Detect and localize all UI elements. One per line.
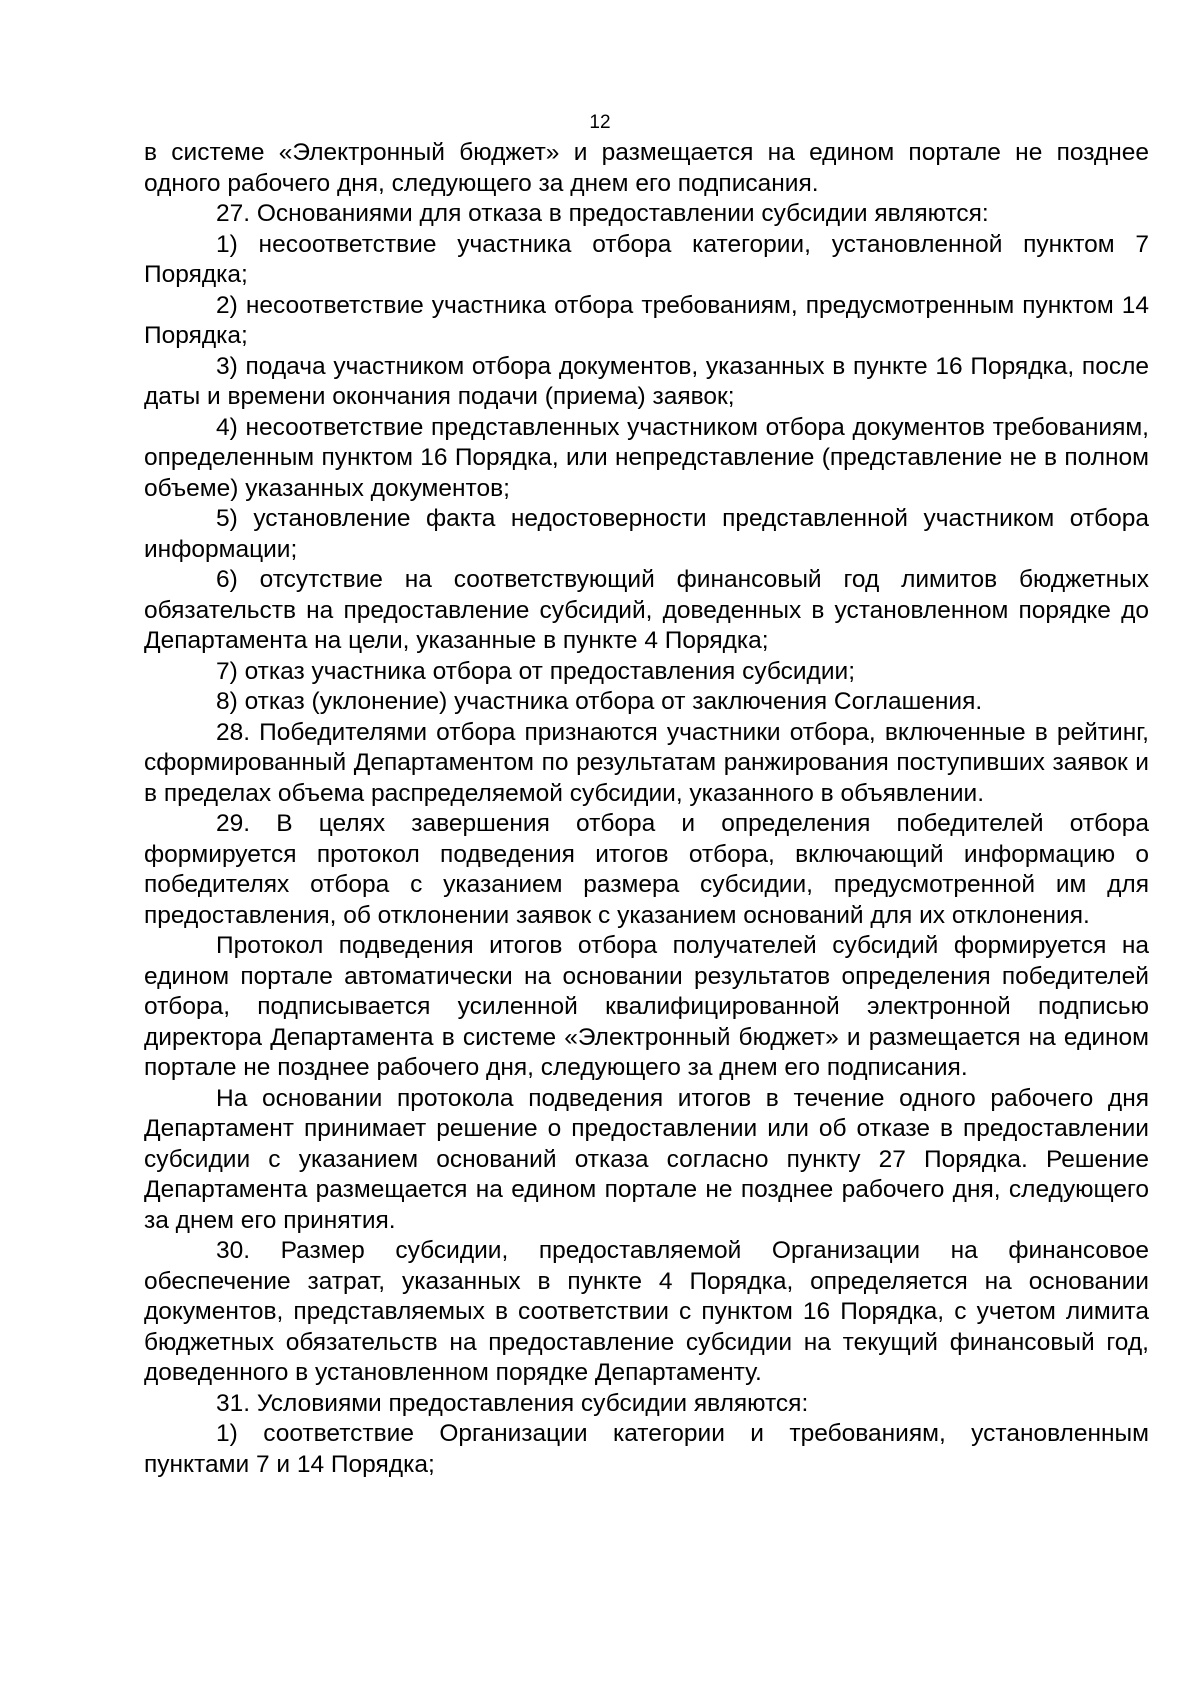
- paragraph: 28. Победителями отбора признаются участники отбора, включенные в рейтинг, сформированный Департаментом по результатам ранжирования поступивших заявок и в пределах объема распределяемой субсидии, указанного в объявлении.: [144, 718, 1149, 807]
- paragraph: 6) отсутствие на соответствующий финансовый год лимитов бюджетных обязательств на предоставление субсидий, доведенных в установленном порядке до Департамента на цели, указанные в пункте 4 Порядка;: [144, 566, 1149, 654]
- paragraph: 29. В целях завершения отбора и определения победителей отбора формируется протокол подведения итогов отбора, включающий информацию о победителях отбора с указанием размера субсидии, предусмотренной им для предоставления, об отклонении заявок с указанием оснований для их отклонения.: [144, 810, 1149, 929]
- paragraph: 4) несоответствие представленных участником отбора документов требованиям, определенным пунктом 16 Порядка, или непредставление (представление не в полном объеме) указанных документов;: [144, 413, 1149, 502]
- paragraph: в системе «Электронный бюджет» и размещается на едином портале не позднее одного рабочего дня, следующего за днем его подписания.: [144, 139, 1149, 197]
- paragraph: 27. Основаниями для отказа в предоставлении субсидии являются:: [216, 200, 989, 227]
- paragraph: 1) несоответствие участника отбора категории, установленной пунктом 7 Порядка;: [144, 230, 1149, 288]
- page-number: 12: [589, 112, 611, 133]
- paragraph: 3) подача участником отбора документов, указанных в пункте 16 Порядка, после даты и времени окончания подачи (приема) заявок;: [144, 352, 1149, 410]
- paragraph: На основании протокола подведения итогов в течение одного рабочего дня Департамент принимает решение о предоставлении или об отказе в предоставлении субсидии с указанием оснований отказа согласно пункту 27 Порядка. Решение Департамента размещается на едином портале не позднее рабочего дня, следующего за днем его принятия.: [144, 1084, 1149, 1234]
- document-body: [144, 138, 1149, 1480]
- paragraph: 5) установление факта недостоверности представленной участником отбора информации;: [144, 505, 1149, 563]
- paragraph: 31. Условиями предоставления субсидии являются:: [216, 1389, 809, 1417]
- paragraph: 30. Размер субсидии, предоставляемой Организации на финансовое обеспечение затрат, указанных в пункте 4 Порядка, определяется на основании документов, представляемых в соответствии с пунктом 16 Порядка, с учетом лимита бюджетных обязательств на предоставление субсидии на текущий финансовый год, доведенного в установленном порядке Департаменту.: [144, 1237, 1149, 1386]
- paragraph: 8) отказ (уклонение) участника отбора от заключения Соглашения.: [216, 688, 983, 715]
- paragraph: 7) отказ участника отбора от предоставления субсидии;: [216, 657, 856, 685]
- paragraph: 1) соответствие Организации категории и требованиям, установленным пунктами 7 и 14 Порядка;: [144, 1420, 1149, 1478]
- paragraph: Протокол подведения итогов отбора получателей субсидий формируется на едином портале автоматически на основании результатов определения победителей отбора, подписывается усиленной квалифицированной электронной подписью директора Департамента в системе «Электронный бюджет» и размещается на едином портале не позднее рабочего дня, следующего за днем его подписания.: [144, 932, 1149, 1081]
- paragraph: 2) несоответствие участника отбора требованиям, предусмотренным пунктом 14 Порядка;: [144, 291, 1149, 349]
